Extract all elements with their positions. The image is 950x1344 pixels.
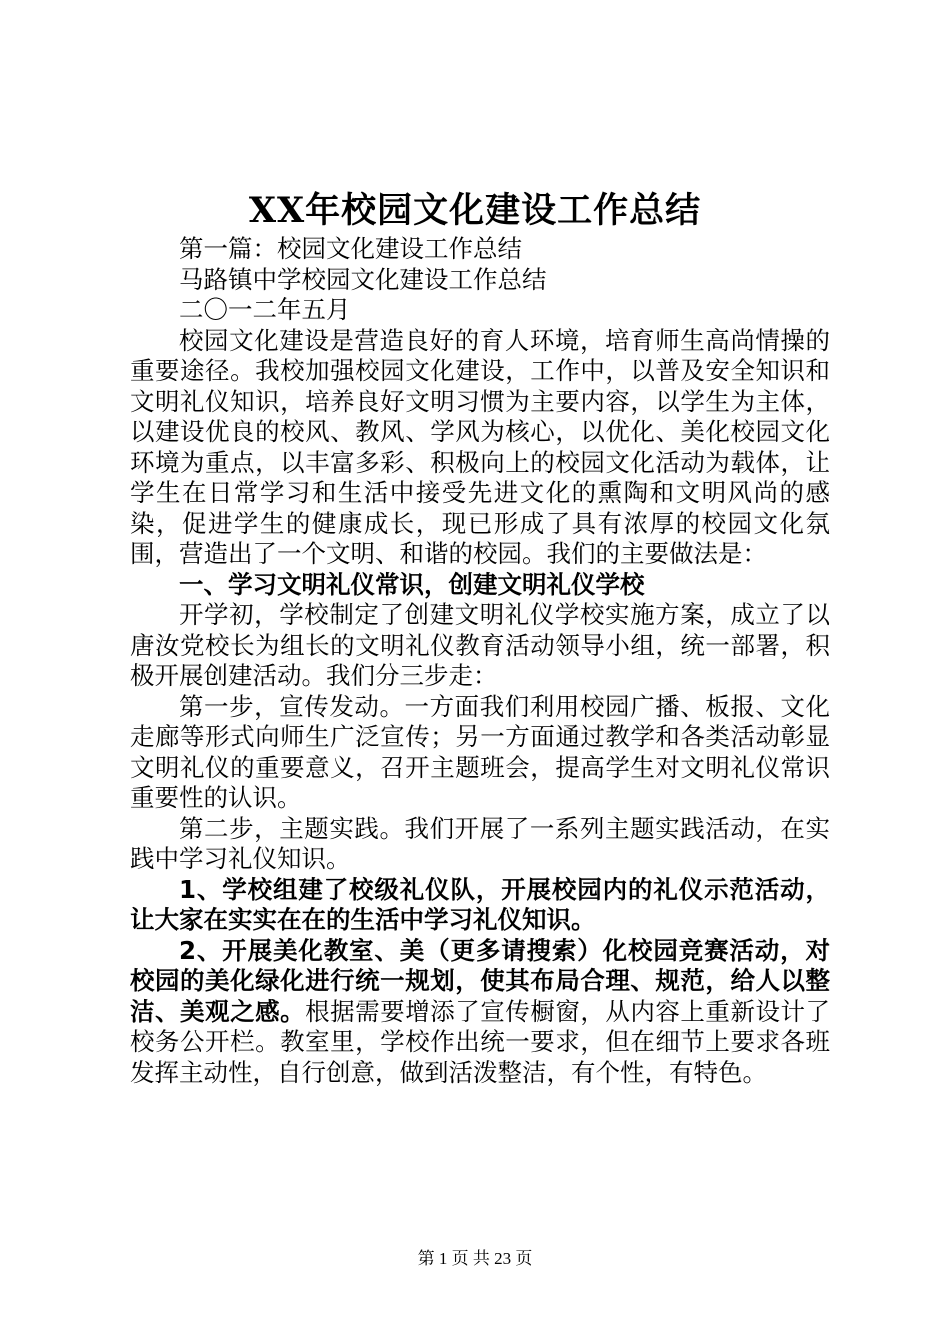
document-title: XX年校园文化建设工作总结 <box>248 190 702 231</box>
paragraph-start-of-term: 开学初，学校制定了创建文明礼仪学校实施方案，成立了以唐汝党校长为组长的文明礼仪教育活动领导小组，统一部署，积极开展创建活动。我们分三步走： <box>130 600 830 690</box>
paragraph-step-2: 第二步，主题实践。我们开展了一系列主题实践活动，在实践中学习礼仪知识。 <box>130 813 830 873</box>
paragraph-item-1: 1、学校组建了校级礼仪队，开展校园内的礼仪示范活动，让大家在实实在在的生活中学习礼仪知识。 <box>130 874 830 934</box>
subtitle-first-chapter: 第一篇：校园文化建设工作总结 <box>179 234 522 263</box>
section-heading-1: 一、学习文明礼仪常识，创建文明礼仪学校 <box>179 569 645 599</box>
paragraph-item-2 <box>130 936 830 1089</box>
paragraph-item-2-rest: 根据需要增添了宣传橱窗，从内容上重新设计了校务公开栏。教室里，学校作出统一要求，但在细节上要求各班发挥主动性，自行创意，做到活泼整洁，有个性，有特色。 <box>130 996 831 1087</box>
page-footer: 第 1 页 共 23 页 <box>417 1249 533 1268</box>
paragraph-item-2-bold: 2、开展美化教室、美（更多请搜索）化校园竞赛活动，对校园的美化绿化进行统一规划，使其布局合理、规范，给人以整洁、美观之感。 <box>130 935 830 1026</box>
paragraph-step-1: 第一步，宣传发动。一方面我们利用校园广播、板报、文化走廊等形式向师生广泛宣传；另一方面通过教学和各类活动彰显文明礼仪的重要意义，召开主题班会，提高学生对文明礼仪常识重要性的认识。 <box>130 691 830 812</box>
document-date: 二〇一二年五月 <box>179 295 351 324</box>
subtitle-school-summary: 马路镇中学校园文化建设工作总结 <box>179 264 547 294</box>
paragraph-intro: 校园文化建设是营造良好的育人环境，培育师生高尚情操的重要途径。我校加强校园文化建设，工作中，以普及安全知识和文明礼仪知识，培养良好文明习惯为主要内容，以学生为主体，以建设优良的校风、教风、学风为核心，以优化、美化校园文化环境为重点，以丰富多彩、积极向上的校园文化活动为载体，让学生在日常学习和生活中接受先进文化的熏陶和文明风尚的感染，促进学生的健康成长，现已形成了具有浓厚的校园文化氛围，营造出了一个文明、和谐的校园。我们的主要做法是： <box>130 325 830 568</box>
document-body <box>130 234 830 1088</box>
